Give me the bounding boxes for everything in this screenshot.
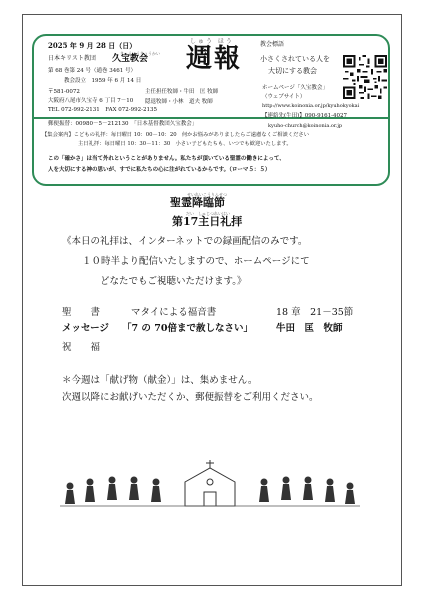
founded-date: 教会設立 1959 年 6 月 14 日 [64,78,142,84]
notice-line-2: １０時半より配信いたしますので、ホームページにて [82,256,310,267]
website-label: （ウェブサイト） [262,94,306,100]
blessing-label: 祝 福 [62,342,101,353]
scripture-reference: 18 章 21－35節 [276,307,354,318]
notice-line-3: どなたでもご視聴いただけます。》 [100,276,247,287]
page-title: 週報 [186,44,243,74]
scripture-book: マタイによる福音書 [131,307,217,318]
postal-transfer: 郵便振替：00980－5－212130 「日本基督教団久宝教会」 [48,121,198,127]
scripture-label: 聖 書 [62,307,101,318]
message-label: メッセージ [62,323,109,334]
motto-line-2: 大切にする教会 [268,67,317,75]
denomination: 日本キリスト教団 [48,55,96,62]
emeritus-pastor-name: 隠退牧師・小林 道夫 牧師 [145,99,213,105]
season-ruby: せいれいこうりんせつ [187,192,227,197]
title-ruby: しゅう ほう [190,38,234,45]
tel-fax: TEL 072-992-2131 FAX 072-992-2135 [48,107,157,113]
message-title: 「7 の 70倍まで赦しなさい」 [122,323,253,334]
contact-phone: 【連絡先(牛田)】090-9161-4027 [262,113,348,119]
gathering-info-2: 主日礼拝：毎日曜日 10：30－11：30 小さい子どもたちも、いつでも歓迎いたします。 [78,141,292,147]
motto-line-1: 小さくされている人を [260,55,330,63]
qr-code-icon [343,55,387,99]
notice-line-1: 《本日の礼拝は、インターネットでの録画配信のみです。 [62,236,308,247]
service-title-ruby: だい しゅじつれいはい [186,211,230,216]
message-speaker: 牛田 匡 牧師 [276,323,343,334]
homepage-label: ホームページ「久宝教会」 [262,85,328,91]
issue-number: 第 68 巻第 24 号（通巻 3461 号） [48,68,136,74]
service-title: 第17主日礼拝 [172,215,243,228]
church-address: 大阪府八尾市久宝寺 6 丁目 7－10 [48,98,134,104]
church-name: 久宝教会 [112,54,149,64]
website-url[interactable]: http://www.koinonia.or.jp/kyuhokyokai [262,103,360,109]
motto-label: 教会標語 [260,41,285,48]
liturgical-season: 聖霊降臨節 [170,196,225,209]
pastor-name: 主任担任牧師・牛田 匡 牧師 [145,89,219,95]
issue-date: 2025 年 9 月 28 日（日） [48,41,137,50]
offering-line-1: ＊今週は「献げ物（献金）」は、集めません。 [62,375,258,386]
offering-line-2: 次週以降にお献げいただくか、郵便振替をご利用ください。 [62,392,319,403]
postal-code: 〒581-0072 [48,89,80,95]
gathering-info-1: 【集会案内】こどもの礼拝：毎日曜日 10：00－10：20 何かお悩みがありましたらご遠慮なくご相談ください [42,132,310,138]
church-name-ruby: きゅうほうきょうかい [120,51,160,56]
contact-email[interactable]: kyuho-church@koinonia.or.jp [268,123,343,129]
children-chapel-illustration-icon [60,458,360,508]
verse-line-2: 人を大切にする神の思いが、すでに私たちの心に注がれているからです。（ローマ５：５） [48,167,271,173]
verse-line-1: この「確かさ」は当て外れということがありません。私たちが頂いている聖霊の働きによって、 [48,156,285,162]
